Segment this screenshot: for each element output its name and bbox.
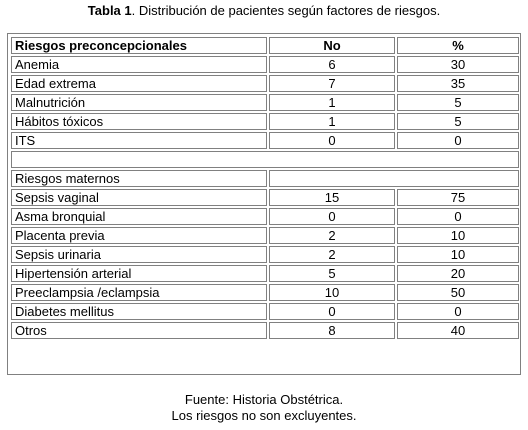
- cell-no: 7: [269, 75, 395, 92]
- cell-no: 2: [269, 227, 395, 244]
- cell-no: 0: [269, 303, 395, 320]
- cell-no: 1: [269, 113, 395, 130]
- table-footer: [0, 392, 528, 424]
- table-row: [11, 208, 519, 225]
- table-row: [11, 322, 519, 339]
- table-row: [11, 94, 519, 111]
- cell-no: 1: [269, 94, 395, 111]
- table-row: [11, 132, 519, 149]
- cell-pct: 0: [397, 132, 519, 149]
- table-row: [11, 246, 519, 263]
- cell-riesgo: Edad extrema: [11, 75, 267, 92]
- header-riesgos: Riesgos preconcepcionales: [11, 37, 267, 54]
- cell-riesgo: Otros: [11, 322, 267, 339]
- table-row: [11, 75, 519, 92]
- cell-riesgo: Asma bronquial: [11, 208, 267, 225]
- cell-pct: 0: [397, 303, 519, 320]
- cell-no: 5: [269, 265, 395, 282]
- table-row: [11, 56, 519, 73]
- cell-pct: 10: [397, 246, 519, 263]
- cell-pct: 35: [397, 75, 519, 92]
- footer-note: Los riesgos no son excluyentes.: [171, 408, 357, 423]
- blank-cell: [11, 151, 519, 168]
- cell-riesgo: Hábitos tóxicos: [11, 113, 267, 130]
- cell-no: 0: [269, 132, 395, 149]
- cell-riesgo: ITS: [11, 132, 267, 149]
- cell-riesgo: Diabetes mellitus: [11, 303, 267, 320]
- table-blank-row: [11, 151, 519, 168]
- table-row: [11, 189, 519, 206]
- table-caption: [0, 3, 528, 19]
- cell-pct: 20: [397, 265, 519, 282]
- cell-pct: 0: [397, 208, 519, 225]
- cell-no: 0: [269, 208, 395, 225]
- cell-no: 8: [269, 322, 395, 339]
- cell-riesgo: Placenta previa: [11, 227, 267, 244]
- table-header-row: [11, 37, 519, 54]
- cell-pct: 30: [397, 56, 519, 73]
- caption-label: Tabla 1: [87, 3, 132, 18]
- header-pct: %: [397, 37, 519, 54]
- cell-riesgo: Anemia: [11, 56, 267, 73]
- cell-pct: 5: [397, 113, 519, 130]
- table-row: [11, 284, 519, 301]
- cell-no: 2: [269, 246, 395, 263]
- cell-no: 10: [269, 284, 395, 301]
- cell-riesgo: Preeclampsia /eclampsia: [11, 284, 267, 301]
- risk-table: [9, 35, 521, 341]
- caption-text: . Distribución de pacientes según factores de riesgos.: [131, 3, 441, 18]
- table-row: [11, 227, 519, 244]
- table-row: [11, 303, 519, 320]
- cell-riesgo: Sepsis urinaria: [11, 246, 267, 263]
- section-heading-empty: [269, 170, 519, 187]
- table-row: [11, 113, 519, 130]
- cell-riesgo: Hipertensión arterial: [11, 265, 267, 282]
- table-row: [11, 265, 519, 282]
- cell-pct: 5: [397, 94, 519, 111]
- cell-pct: 40: [397, 322, 519, 339]
- cell-no: 6: [269, 56, 395, 73]
- cell-pct: 10: [397, 227, 519, 244]
- section-heading-maternos: Riesgos maternos: [11, 170, 267, 187]
- footer-source: Fuente: Historia Obstétrica.: [184, 392, 344, 407]
- section-row-maternos: [11, 170, 519, 187]
- cell-no: 15: [269, 189, 395, 206]
- cell-riesgo: Sepsis vaginal: [11, 189, 267, 206]
- header-no: No: [269, 37, 395, 54]
- cell-pct: 50: [397, 284, 519, 301]
- cell-pct: 75: [397, 189, 519, 206]
- cell-riesgo: Malnutrición: [11, 94, 267, 111]
